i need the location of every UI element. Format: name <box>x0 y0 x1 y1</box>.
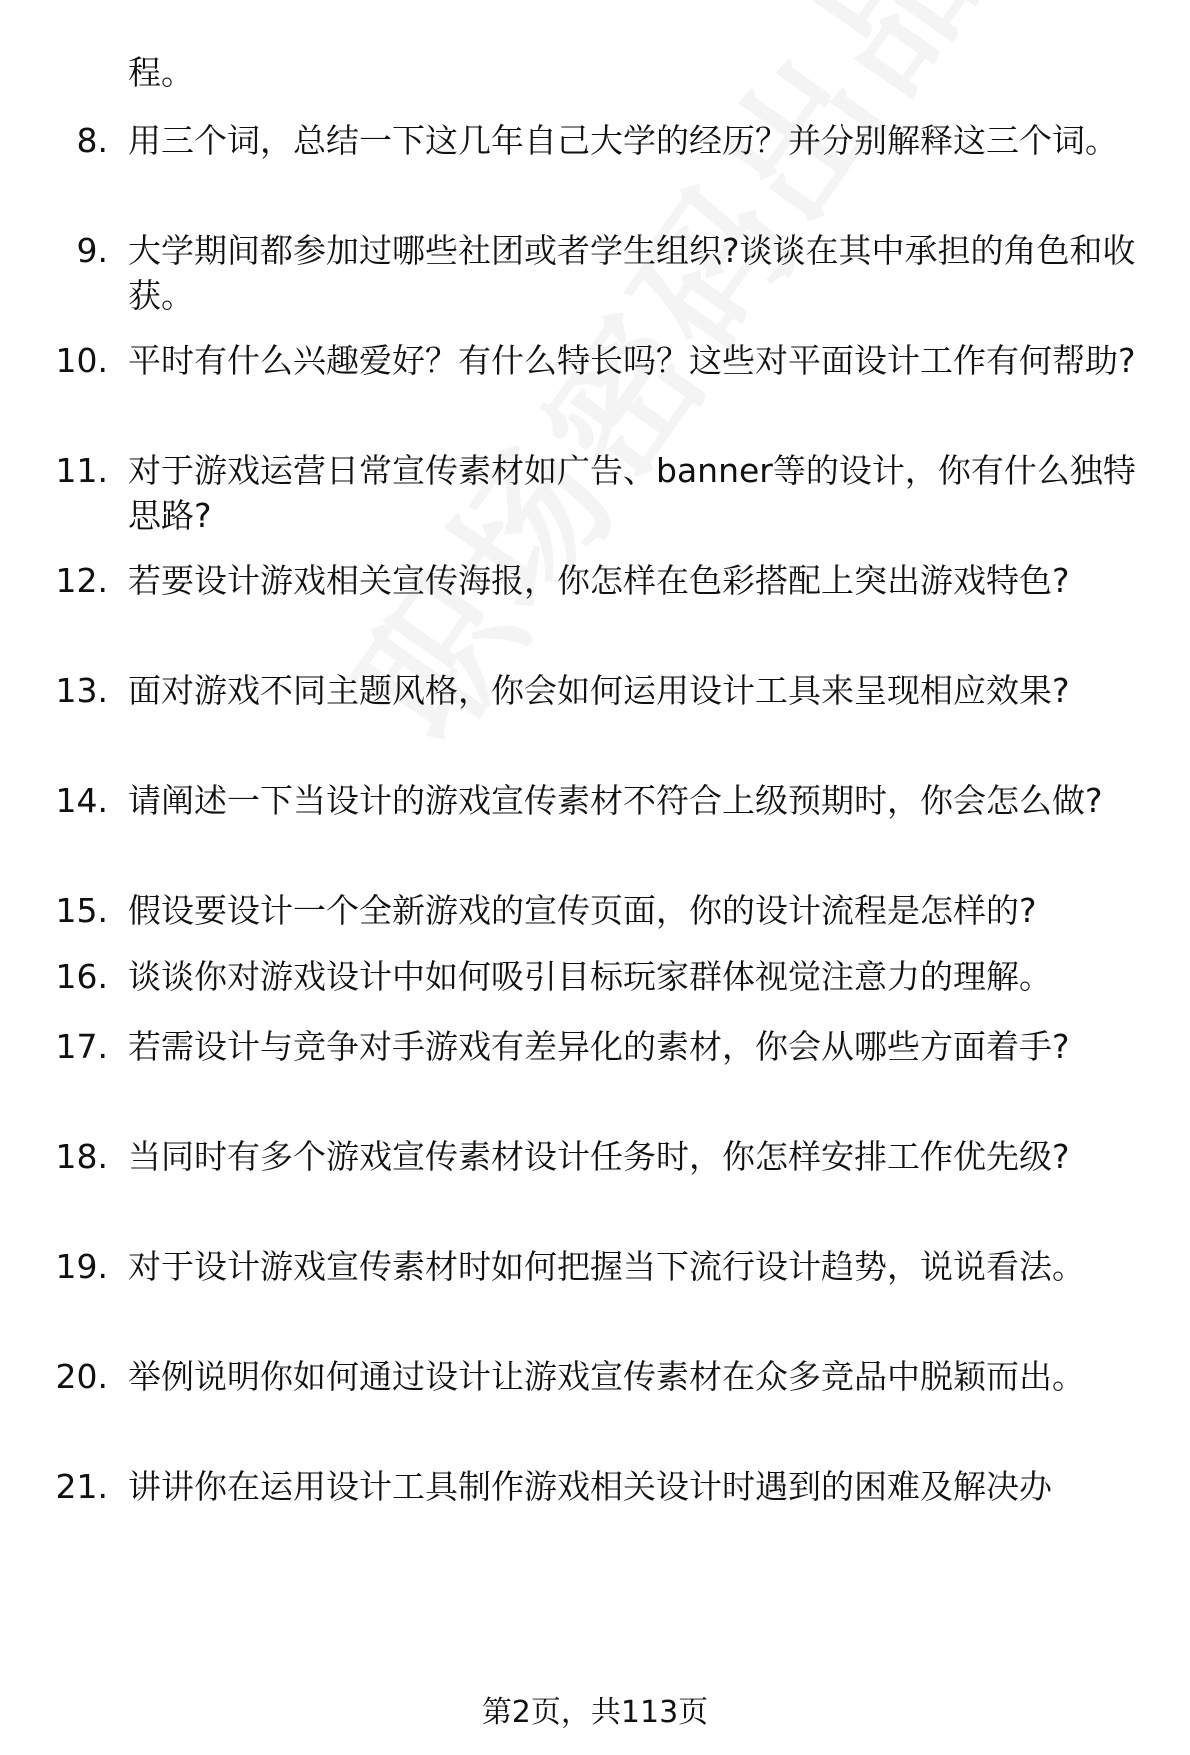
continuation-text: 程。 <box>128 53 194 92</box>
question-number: 17. <box>55 1027 108 1066</box>
question-text: 面对游戏不同主题风格，你会如何运用设计工具来呈现相应效果? <box>128 671 1070 710</box>
question-text: 若要设计游戏相关宣传海报，你怎样在色彩搭配上突出游戏特色? <box>128 561 1070 600</box>
question-number: 13. <box>55 671 108 710</box>
question-text: 大学期间都参加过哪些社团或者学生组织?谈谈在其中承担的角色和收获。 <box>128 231 1136 315</box>
question-text: 请阐述一下当设计的游戏宣传素材不符合上级预期时，你会怎么做? <box>128 781 1103 820</box>
watermark <box>300 0 1021 774</box>
question-text: 用三个词，总结一下这几年自己大学的经历？并分别解释这三个词。 <box>128 121 1118 160</box>
question-number: 9. <box>76 231 108 270</box>
question-text: 当同时有多个游戏宣传素材设计任务时，你怎样安排工作优先级? <box>128 1137 1070 1176</box>
question-text: 对于设计游戏宣传素材时如何把握当下流行设计趋势，说说看法。 <box>128 1247 1085 1286</box>
question-number: 19. <box>55 1247 108 1286</box>
question-number: 20. <box>55 1357 108 1396</box>
question-number: 10. <box>55 341 108 380</box>
question-number: 18. <box>55 1137 108 1176</box>
question-text: 谈谈你对游戏设计中如何吸引目标玩家群体视觉注意力的理解。 <box>128 957 1052 996</box>
question-text: 平时有什么兴趣爱好？有什么特长吗？这些对平面设计工作有何帮助? <box>128 341 1136 380</box>
question-number: 21. <box>55 1467 108 1506</box>
question-text: 对于游戏运营日常宣传素材如广告、banner等的设计，你有什么独特思路? <box>128 451 1136 535</box>
question-text: 讲讲你在运用设计工具制作游戏相关设计时遇到的困难及解决办 <box>128 1467 1052 1506</box>
page-footer: 第2页，共113页 <box>481 1695 709 1730</box>
question-text: 若需设计与竞争对手游戏有差异化的素材，你会从哪些方面着手? <box>128 1027 1070 1066</box>
question-number: 15. <box>55 891 108 930</box>
question-text: 举例说明你如何通过设计让游戏宣传素材在众多竞品中脱颖而出。 <box>128 1357 1085 1396</box>
question-number: 14. <box>55 781 108 820</box>
question-number: 12. <box>55 561 108 600</box>
question-text: 假设要设计一个全新游戏的宣传页面，你的设计流程是怎样的? <box>128 891 1037 930</box>
question-number: 8. <box>76 121 108 160</box>
question-number: 11. <box>55 451 108 490</box>
question-number: 16. <box>55 957 108 996</box>
